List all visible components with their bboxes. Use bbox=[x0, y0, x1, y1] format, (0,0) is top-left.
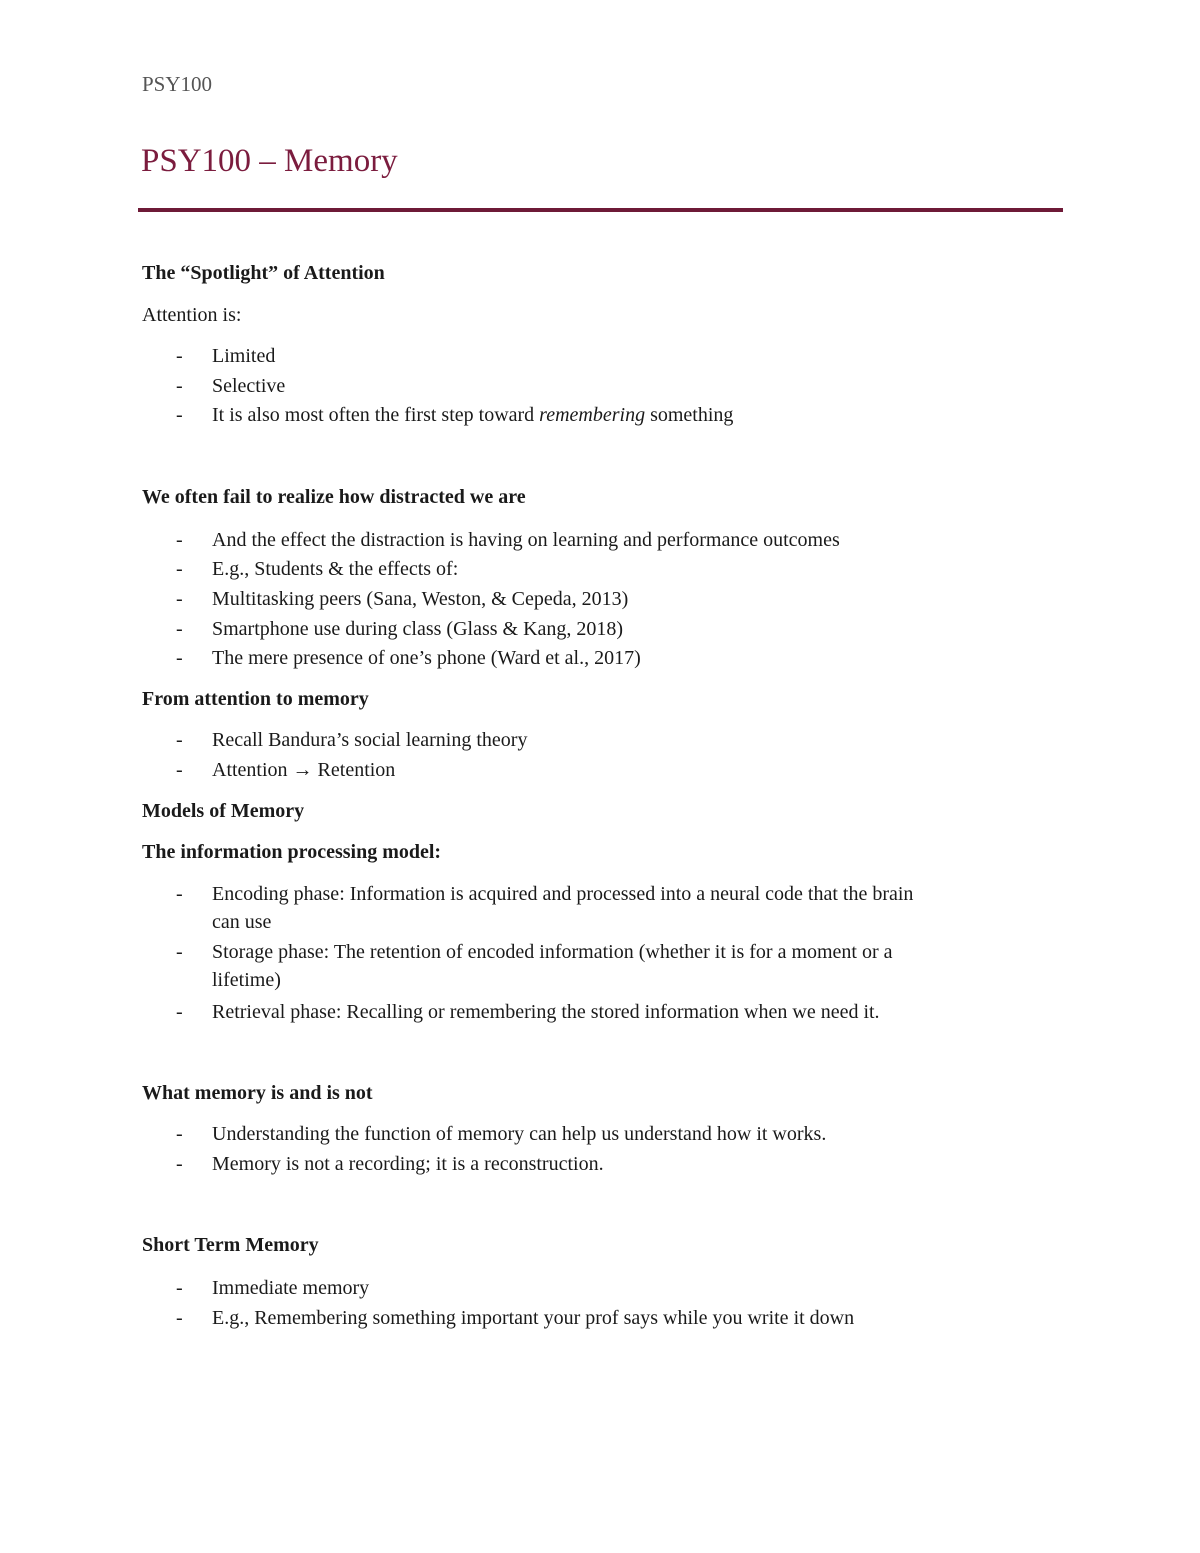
bullet-dash: - bbox=[176, 1307, 183, 1329]
section-heading-distraction: We often fail to realize how distracted we are bbox=[142, 486, 526, 508]
list-item-text: Retrieval phase: Recalling or remembering the stored information when we need it. bbox=[212, 1001, 880, 1023]
list-item-text: Attention → Retention bbox=[212, 759, 396, 781]
running-header: PSY100 bbox=[142, 72, 213, 96]
attention-intro: Attention is: bbox=[142, 304, 242, 326]
page-title: PSY100 – Memory bbox=[141, 143, 398, 179]
section-heading-short-term-memory: Short Term Memory bbox=[142, 1234, 319, 1256]
section-heading-models-of-memory: Models of Memory bbox=[142, 800, 305, 822]
list-item-text: Recall Bandura’s social learning theory bbox=[212, 729, 528, 751]
list-item-text: Selective bbox=[212, 375, 286, 397]
list-item-text: E.g., Students & the effects of: bbox=[212, 558, 459, 580]
bullet-dash: - bbox=[176, 558, 183, 580]
title-underline-rule bbox=[138, 208, 1063, 212]
list-item-text: Limited bbox=[212, 345, 276, 367]
bullet-dash: - bbox=[176, 404, 183, 426]
list-item-text: Smartphone use during class (Glass & Kang, 2018) bbox=[212, 618, 624, 640]
emphasis-text: remembering bbox=[539, 404, 646, 426]
bullet-dash: - bbox=[176, 529, 183, 551]
section-heading-what-memory-is: What memory is and is not bbox=[142, 1082, 373, 1104]
list-item-text: Encoding phase: Information is acquired and processed into a neural code that the brain bbox=[212, 883, 914, 905]
list-item-text: Understanding the function of memory can help us understand how it works. bbox=[212, 1123, 827, 1145]
bullet-dash: - bbox=[176, 1153, 183, 1175]
section-heading-information-processing: The information processing model: bbox=[142, 841, 442, 863]
section-heading-spotlight: The “Spotlight” of Attention bbox=[142, 262, 385, 284]
bullet-dash: - bbox=[176, 1277, 183, 1299]
list-item-text: Storage phase: The retention of encoded information (whether it is for a moment or a bbox=[212, 941, 893, 963]
text-run: something bbox=[645, 404, 734, 426]
text-run: It is also most often the first step toward bbox=[212, 404, 540, 426]
bullet-dash: - bbox=[176, 759, 183, 781]
list-item-text: Multitasking peers (Sana, Weston, & Cepeda, 2013) bbox=[212, 588, 629, 610]
list-item-text: E.g., Remembering something important your prof says while you write it down bbox=[212, 1307, 855, 1329]
bullet-dash: - bbox=[176, 941, 183, 963]
bullet-dash: - bbox=[176, 1123, 183, 1145]
section-heading-attention-to-memory: From attention to memory bbox=[142, 688, 369, 710]
bullet-dash: - bbox=[176, 647, 183, 669]
list-item-text: Memory is not a recording; it is a reconstruction. bbox=[212, 1153, 604, 1175]
list-item-text: Immediate memory bbox=[212, 1277, 370, 1299]
list-item-text: And the effect the distraction is having on learning and performance outcomes bbox=[212, 529, 840, 551]
list-item-text-continued: can use bbox=[212, 911, 272, 933]
bullet-dash: - bbox=[176, 375, 183, 397]
list-item-text: The mere presence of one’s phone (Ward et al., 2017) bbox=[212, 647, 641, 669]
list-item-text bbox=[212, 404, 733, 427]
list-item-text-continued: lifetime) bbox=[212, 969, 281, 991]
bullet-dash: - bbox=[176, 345, 183, 367]
bullet-dash: - bbox=[176, 883, 183, 905]
bullet-dash: - bbox=[176, 618, 183, 640]
bullet-dash: - bbox=[176, 729, 183, 751]
bullet-dash: - bbox=[176, 1001, 183, 1023]
bullet-dash: - bbox=[176, 588, 183, 610]
